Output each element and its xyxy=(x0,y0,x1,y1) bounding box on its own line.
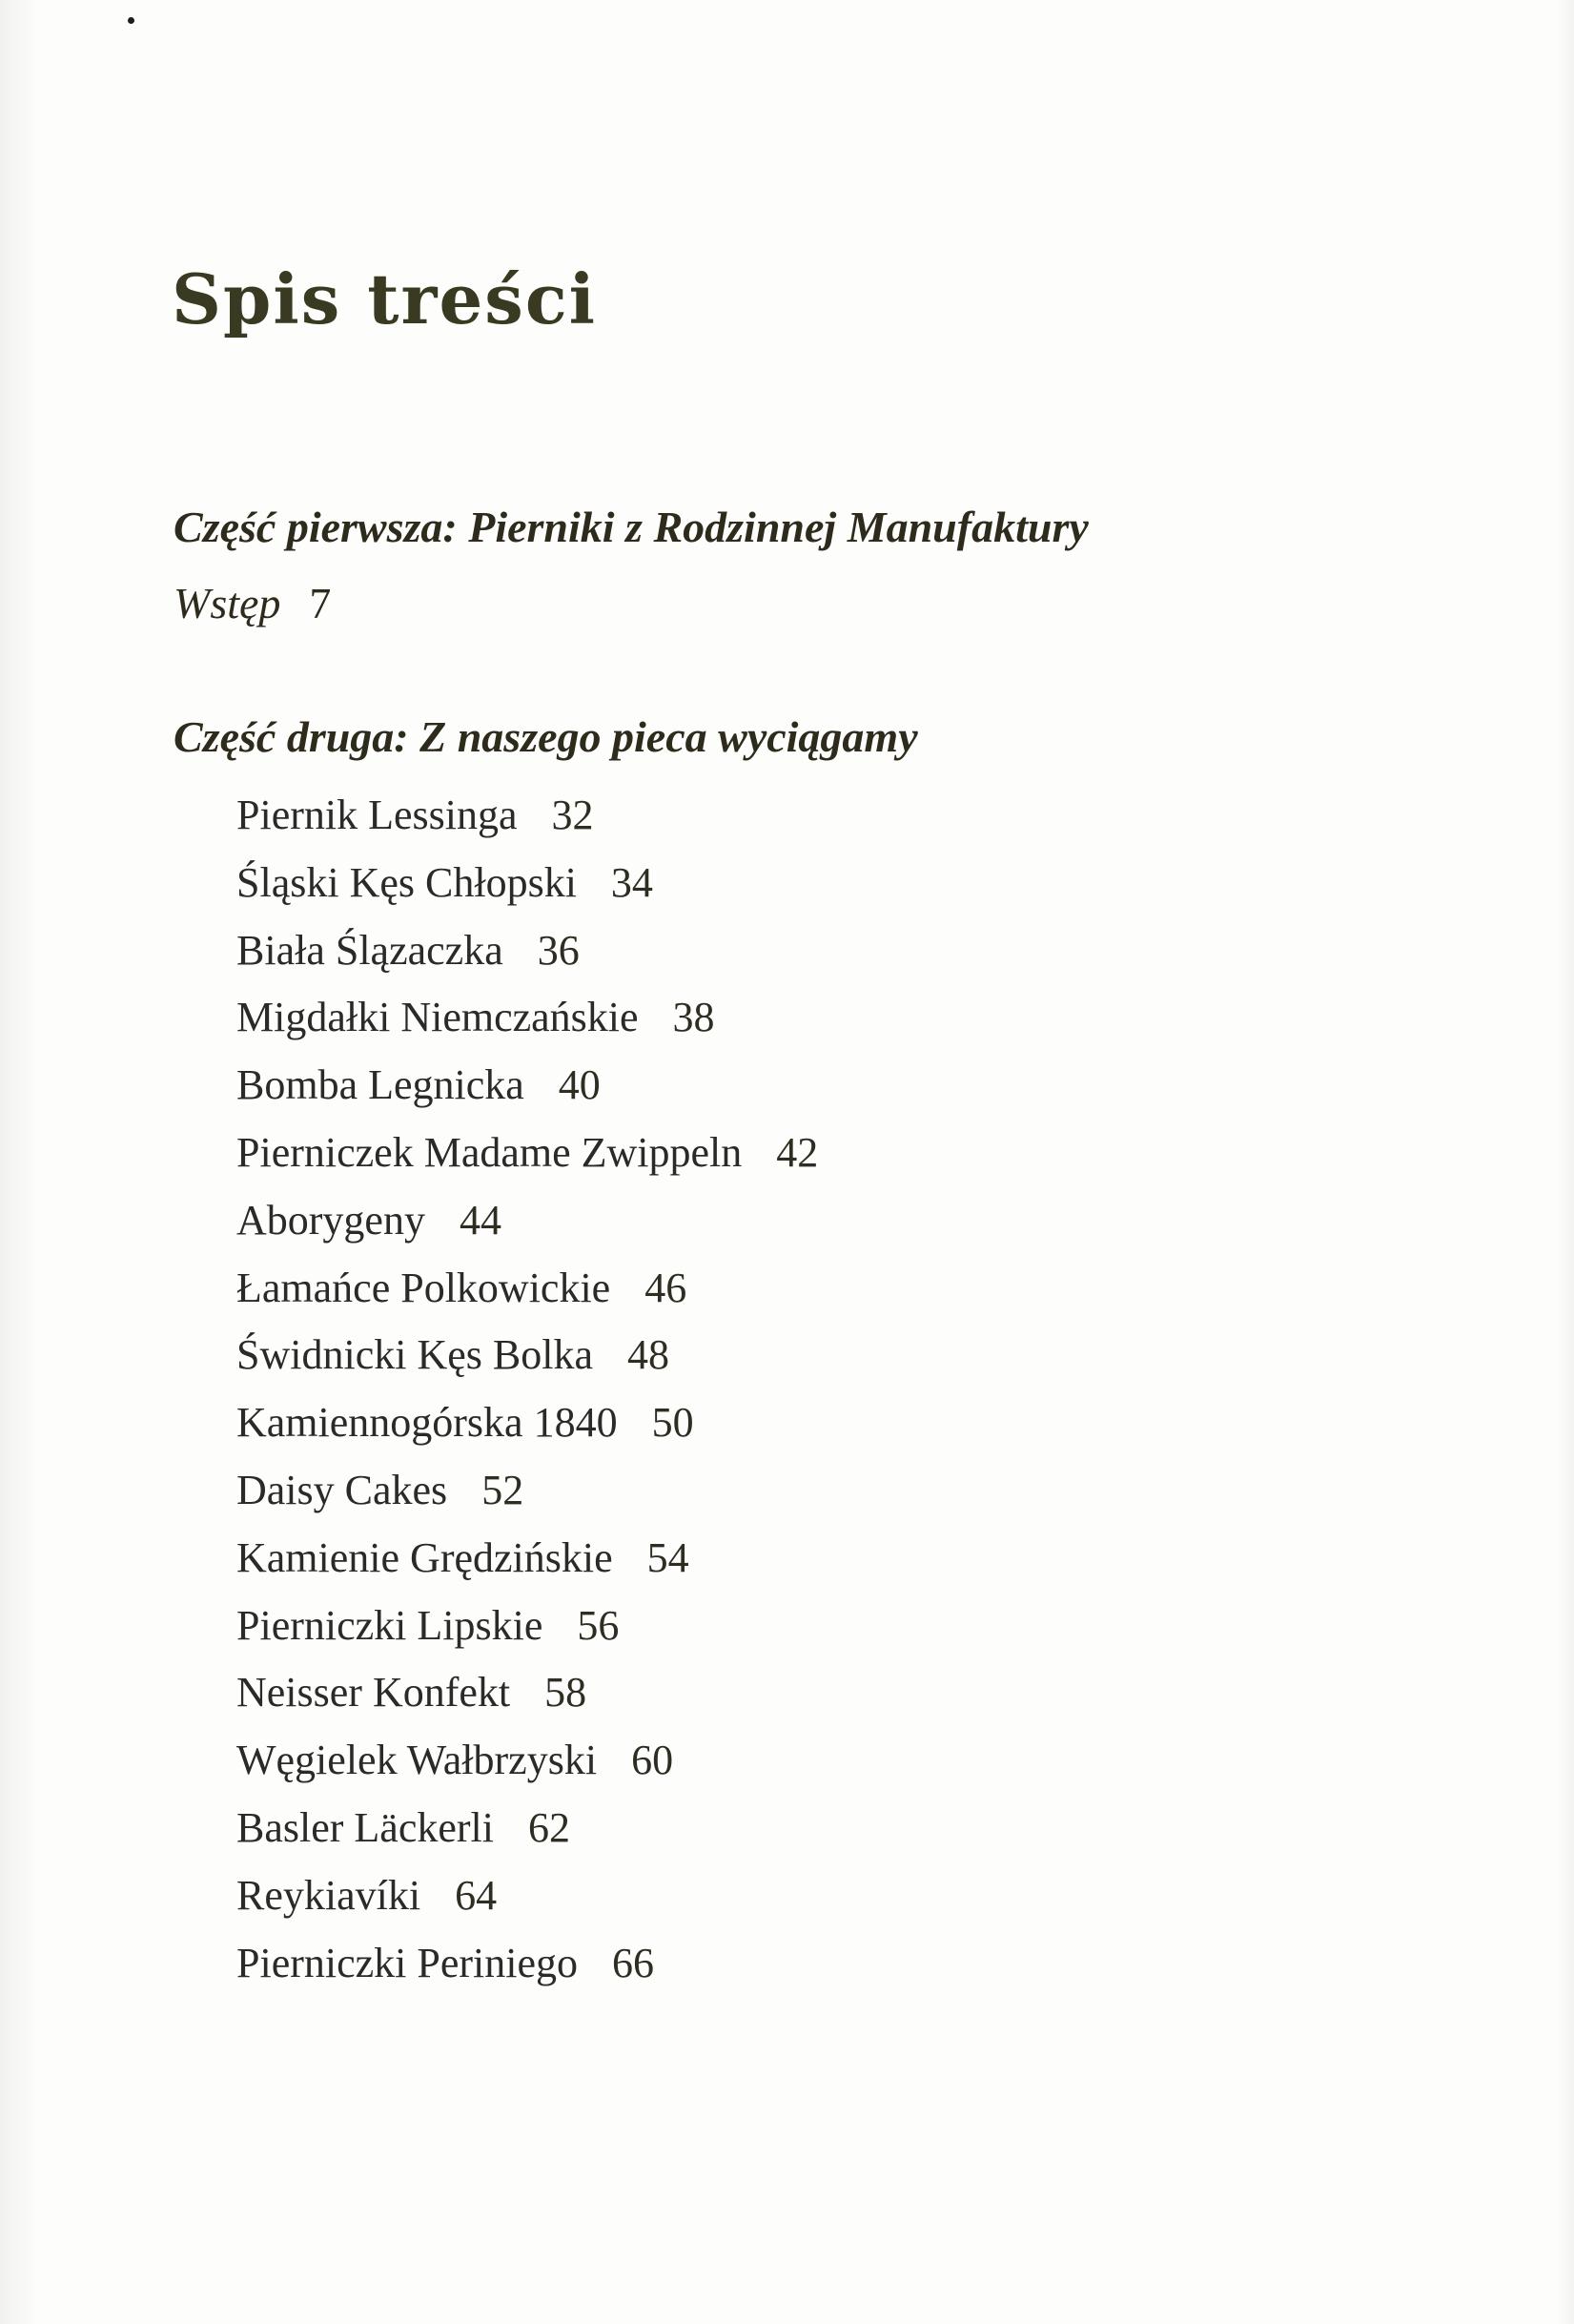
toc-entry xyxy=(236,917,818,985)
toc-entry xyxy=(236,1795,818,1862)
toc-entry xyxy=(236,850,818,917)
toc-entry-label: Neisser Konfekt xyxy=(236,1669,511,1717)
toc-entry xyxy=(236,1322,818,1389)
toc-entry xyxy=(236,1255,818,1323)
toc-entry-label: Kamienie Grędzińskie xyxy=(236,1533,613,1581)
toc-entry xyxy=(236,1052,818,1120)
toc-title: Spis treści xyxy=(172,258,598,339)
page-edge-shadow xyxy=(0,0,38,2324)
toc-entry-label: Piernik Lessinga xyxy=(236,792,518,838)
toc-entry-page: 46 xyxy=(644,1264,687,1311)
toc-entry-intro xyxy=(174,579,332,627)
toc-entry-page: 34 xyxy=(610,858,653,906)
toc-entry xyxy=(236,1930,818,1998)
page-edge-shadow-right xyxy=(1555,0,1574,2324)
toc-entry-label: Basler Läckerli xyxy=(236,1803,494,1851)
toc-entry xyxy=(236,1862,818,1930)
toc-entry xyxy=(236,1593,818,1660)
toc-entry-page: 64 xyxy=(455,1871,498,1919)
toc-entry-page: 40 xyxy=(558,1061,601,1109)
toc-entry-label: Węgielek Wałbrzyski xyxy=(236,1737,598,1784)
toc-entry-page: 44 xyxy=(459,1196,501,1244)
toc-entry-page: 7 xyxy=(309,579,332,627)
toc-entry xyxy=(236,1525,818,1593)
toc-entry-label: Bomba Legnicka xyxy=(236,1061,524,1109)
toc-entry-page: 62 xyxy=(527,1803,570,1851)
toc-entry-page: 58 xyxy=(544,1669,587,1717)
toc-entry-page: 48 xyxy=(626,1331,669,1379)
toc-entry-page: 54 xyxy=(646,1533,689,1581)
toc-entry-page: 56 xyxy=(577,1601,620,1649)
toc-entry-page: 50 xyxy=(651,1399,694,1447)
toc-entry-label: Wstęp xyxy=(174,579,281,627)
toc-entry-label: Aborygeny xyxy=(236,1196,425,1244)
toc-list-part-two xyxy=(236,782,818,1997)
toc-entry-label: Kamiennogórska 1840 xyxy=(236,1399,618,1447)
toc-entry-label: Świdnicki Kęs Bolka xyxy=(236,1331,593,1379)
toc-entry-label: Pierniczek Madame Zwippeln xyxy=(236,1128,743,1176)
toc-entry xyxy=(236,1457,818,1525)
toc-entry-label: Łamańce Polkowickie xyxy=(236,1264,611,1311)
toc-entry xyxy=(236,782,818,850)
part-one-title: Część pierwsza: Pierniki z Rodzinnej Manufaktury xyxy=(174,503,1089,551)
toc-entry-label: Pierniczki Periniego xyxy=(236,1939,579,1986)
toc-entry-label: Daisy Cakes xyxy=(236,1466,448,1513)
toc-entry-page: 52 xyxy=(481,1466,524,1513)
toc-entry xyxy=(236,1727,818,1795)
toc-entry xyxy=(236,1389,818,1457)
toc-entry-label: Biała Ślązaczka xyxy=(236,926,503,974)
toc-entry-page: 32 xyxy=(551,792,594,838)
toc-entry-page: 38 xyxy=(672,994,715,1041)
toc-entry xyxy=(236,1120,818,1187)
toc-entry xyxy=(236,1659,818,1727)
ink-dot xyxy=(128,17,134,24)
toc-entry-page: 42 xyxy=(776,1128,819,1176)
toc-entry-label: Śląski Kęs Chłopski xyxy=(236,858,577,906)
toc-entry-page: 66 xyxy=(612,1939,655,1986)
toc-entry-page: 60 xyxy=(631,1737,674,1784)
toc-entry-label: Migdałki Niemczańskie xyxy=(236,994,639,1041)
toc-entry xyxy=(236,984,818,1052)
part-two-title: Część druga: Z naszego pieca wyciągamy xyxy=(174,712,918,761)
toc-entry xyxy=(236,1187,818,1255)
toc-entry-page: 36 xyxy=(537,926,580,974)
toc-entry-label: Pierniczki Lipskie xyxy=(236,1601,543,1649)
toc-entry-label: Reykiavíki xyxy=(236,1871,421,1919)
